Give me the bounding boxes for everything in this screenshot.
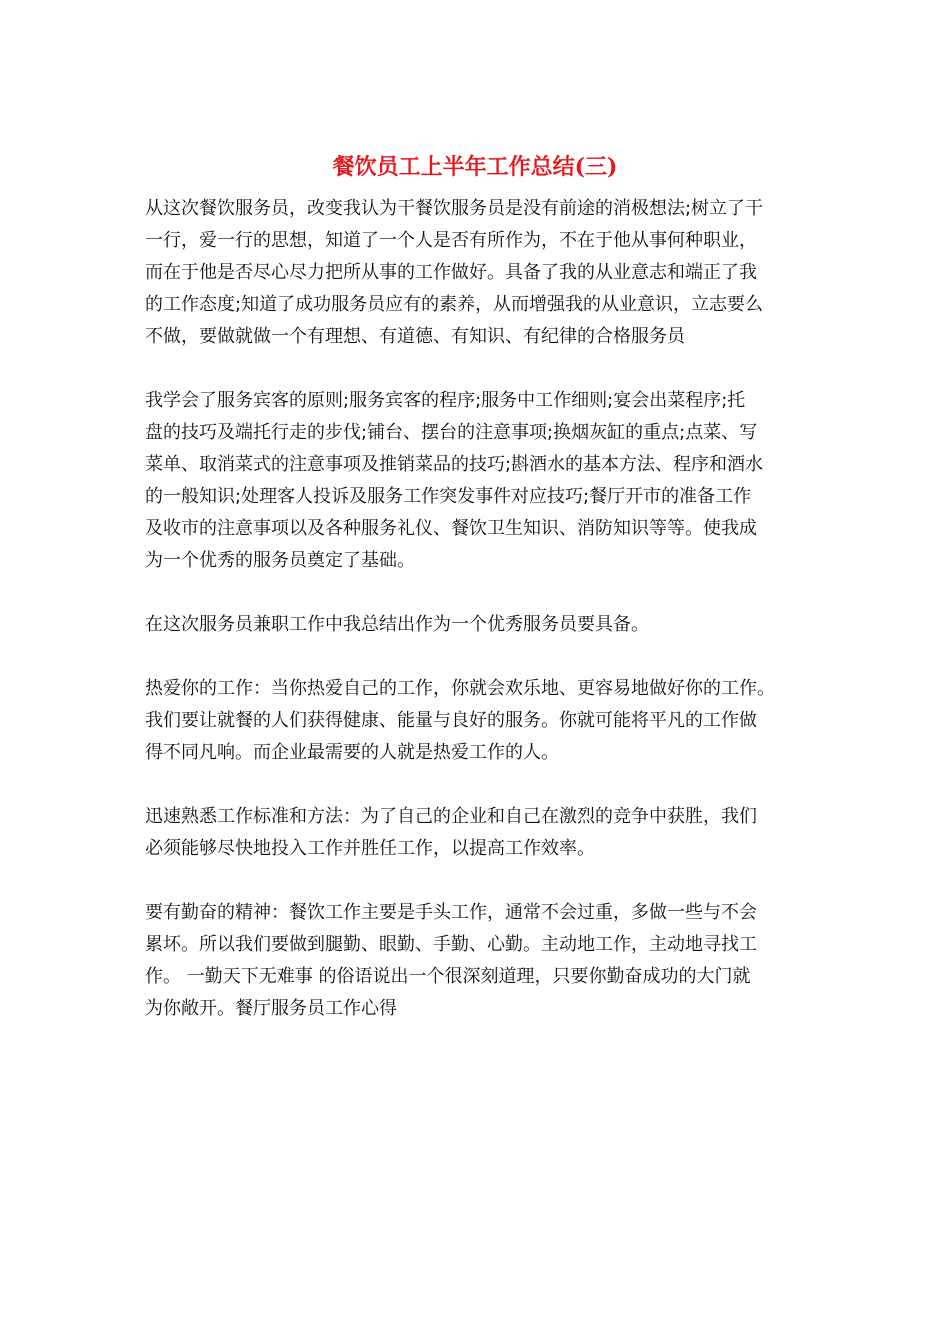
- paragraph-3: [145, 609, 815, 641]
- text-line: 作。 一勤天下无难事 的俗语说出一个很深刻道理，只要你勤奋成功的大门就: [145, 966, 751, 987]
- text-line: 我们要让就餐的人们获得健康、能量与良好的服务。你就可能将平凡的工作做: [145, 710, 757, 731]
- text-line: 及收市的注意事项以及各种服务礼仪、餐饮卫生知识、消防知识等等。使我成: [145, 518, 757, 539]
- text-line: 菜单、取消菜式的注意事项及推销菜品的技巧;斟酒水的基本方法、程序和酒水: [145, 454, 764, 475]
- text-line: 而在于他是否尽心尽力把所从事的工作做好。具备了我的从业意志和端正了我: [145, 262, 757, 283]
- text-line: 的一般知识;处理客人投诉及服务工作突发事件对应技巧;餐厅开市的准备工作: [145, 486, 752, 507]
- text-line: 为你敞开。餐厅服务员工作心得: [145, 998, 397, 1019]
- text-line: 累坏。所以我们要做到腿勤、眼勤、手勤、心勤。主动地工作，主动地寻找工: [145, 934, 757, 955]
- paragraph-1: [145, 193, 815, 353]
- text-line: 为一个优秀的服务员奠定了基础。: [145, 550, 415, 571]
- document-title: 餐饮员工上半年工作总结(三): [332, 154, 618, 180]
- document-body: [145, 193, 815, 1057]
- text-line: 盘的技巧及端托行走的步伐;铺台、摆台的注意事项;换烟灰缸的重点;点菜、写: [145, 422, 758, 443]
- paragraph-2: [145, 385, 815, 577]
- text-line: 的工作态度;知道了成功服务员应有的素养，从而增强我的从业意识，立志要么: [145, 294, 764, 315]
- text-line: 从这次餐饮服务员，改变我认为干餐饮服务员是没有前途的消极想法;树立了干: [145, 198, 764, 219]
- text-line: 一行，爱一行的思想，知道了一个人是否有所作为，不在于他从事何种职业，: [145, 230, 757, 251]
- text-line: 在这次服务员兼职工作中我总结出作为一个优秀服务员要具备。: [145, 614, 649, 635]
- paragraph-4: [145, 673, 815, 769]
- text-line: 迅速熟悉工作标准和方法：为了自己的企业和自己在激烈的竞争中获胜，我们: [145, 806, 757, 827]
- text-line: 得不同凡响。而企业最需要的人就是热爱工作的人。: [145, 742, 559, 763]
- text-line: 我学会了服务宾客的原则;服务宾客的程序;服务中工作细则;宴会出菜程序;托: [145, 390, 746, 411]
- paragraph-6: [145, 897, 815, 1025]
- text-line: 热爱你的工作：当你热爱自己的工作，你就会欢乐地、更容易地做好你的工作。: [145, 678, 775, 699]
- paragraph-5: [145, 801, 815, 865]
- text-line: 要有勤奋的精神：餐饮工作主要是手头工作，通常不会过重，多做一些与不会: [145, 902, 757, 923]
- text-line: 不做，要做就做一个有理想、有道德、有知识、有纪律的合格服务员: [145, 326, 685, 347]
- text-line: 必须能够尽快地投入工作并胜任工作，以提高工作效率。: [145, 838, 595, 859]
